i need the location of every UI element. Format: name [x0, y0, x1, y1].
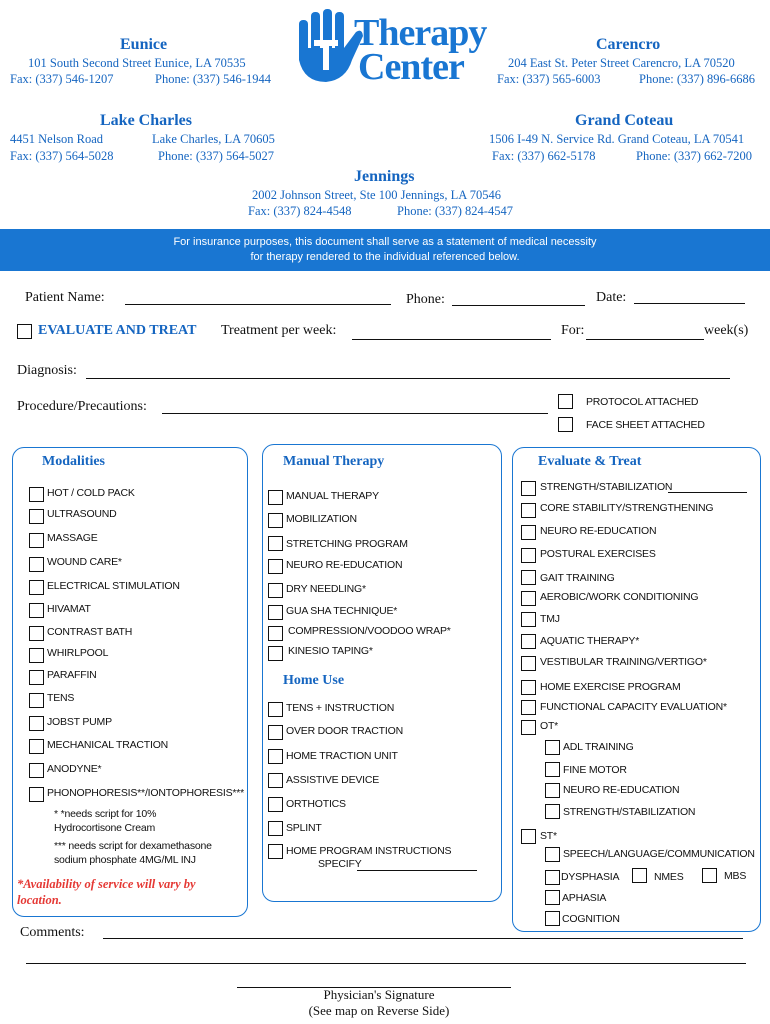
face-sheet-attached-label: FACE SHEET ATTACHED — [586, 419, 705, 431]
hot-cold-pack-checkbox[interactable] — [29, 487, 44, 502]
logo-text-therapy: Therapy — [354, 12, 487, 54]
adl-training-label: ADL TRAINING — [563, 741, 634, 753]
phonophoresis-iontophoresis-checkbox[interactable] — [29, 787, 44, 802]
date-field[interactable] — [634, 303, 745, 304]
splint-label: SPLINT — [286, 822, 322, 834]
contrast-bath-label: CONTRAST BATH — [47, 626, 133, 638]
vestibular-training-checkbox[interactable] — [521, 656, 536, 671]
banner-line-2: for therapy rendered to the individual referenced below. — [250, 251, 520, 263]
stretching-program-label: STRETCHING PROGRAM — [286, 538, 408, 550]
aquatic-therapy-label: AQUATIC THERAPY* — [540, 635, 640, 647]
tens-checkbox[interactable] — [29, 693, 44, 708]
date-label: Date: — [596, 290, 627, 305]
kinesio-taping-label: KINESIO TAPING* — [288, 645, 373, 657]
mobilization-checkbox[interactable] — [268, 513, 283, 528]
cognition-label: COGNITION — [562, 913, 620, 925]
ultrasound-label: ULTRASOUND — [47, 508, 117, 520]
patient-name-label: Patient Name: — [25, 290, 105, 305]
evaluate-and-treat-label: EVALUATE AND TREAT — [38, 323, 197, 338]
patient-name-field[interactable] — [125, 304, 391, 305]
aphasia-checkbox[interactable] — [545, 890, 560, 905]
location-eunice-name: Eunice — [120, 36, 168, 53]
anodyne-checkbox[interactable] — [29, 763, 44, 778]
diagnosis-field[interactable] — [86, 378, 730, 379]
availability-note-line-1: *Availability of service will vary by — [17, 877, 196, 891]
assistive-device-checkbox[interactable] — [268, 773, 283, 788]
location-eunice-fax: Fax: (337) 546-1207 — [10, 72, 114, 86]
protocol-attached-checkbox[interactable] — [558, 394, 573, 409]
aerobic-work-conditioning-checkbox[interactable] — [521, 591, 536, 606]
aerobic-work-conditioning-label: AEROBIC/WORK CONDITIONING — [540, 591, 699, 603]
strength-stabilization-field[interactable] — [668, 492, 747, 493]
location-lake-charles-city: Lake Charles, LA 70605 — [152, 132, 275, 146]
anodyne-label: ANODYNE* — [47, 763, 102, 775]
over-door-traction-checkbox[interactable] — [268, 725, 283, 740]
manual-therapy-title: Manual Therapy — [283, 454, 385, 469]
mechanical-traction-label: MECHANICAL TRACTION — [47, 739, 169, 751]
hydrocortisone-note-line-2: Hydrocortisone Cream — [54, 822, 156, 834]
ot-checkbox[interactable] — [521, 720, 536, 735]
location-jennings-name: Jennings — [354, 168, 415, 185]
home-traction-unit-label: HOME TRACTION UNIT — [286, 750, 398, 762]
availability-note-line-2: location. — [17, 893, 62, 907]
gua-sha-checkbox[interactable] — [268, 605, 283, 620]
compression-voodoo-wrap-checkbox[interactable] — [268, 626, 283, 641]
speech-language-communication-label: SPEECH/LANGUAGE/COMMUNICATION — [563, 848, 755, 860]
orthotics-label: ORTHOTICS — [286, 798, 346, 810]
ultrasound-checkbox[interactable] — [29, 509, 44, 524]
tens-instruction-label: TENS + INSTRUCTION — [286, 702, 395, 714]
location-lake-charles-fax: Fax: (337) 564-5028 — [10, 149, 114, 163]
gait-training-label: GAIT TRAINING — [540, 572, 615, 584]
st-checkbox[interactable] — [521, 829, 536, 844]
postural-exercises-checkbox[interactable] — [521, 548, 536, 563]
mobilization-label: MOBILIZATION — [286, 513, 357, 525]
for-label: For: — [561, 323, 585, 338]
manual-therapy-checkbox[interactable] — [268, 490, 283, 505]
dysphasia-label: DYSPHASIA — [561, 871, 620, 883]
specify-field[interactable] — [357, 870, 477, 871]
home-program-instructions-checkbox[interactable] — [268, 844, 283, 859]
medical-necessity-banner — [0, 229, 770, 271]
weeks-label: week(s) — [704, 323, 749, 338]
core-stability-label: CORE STABILITY/STRENGTHENING — [540, 502, 714, 514]
electrical-stimulation-checkbox[interactable] — [29, 580, 44, 595]
banner-line-1: For insurance purposes, this document shall serve as a statement of medical necessity — [173, 236, 597, 248]
st-label: ST* — [540, 830, 557, 842]
tmj-label: TMJ — [540, 613, 560, 625]
treatment-per-week-field[interactable] — [352, 339, 551, 340]
ot-strength-stabilization-checkbox[interactable] — [545, 804, 560, 819]
nmes-label: NMES — [654, 871, 684, 883]
neuro-reeducation-eval-label: NEURO RE-EDUCATION — [540, 525, 657, 537]
home-exercise-program-label: HOME EXERCISE PROGRAM — [540, 681, 681, 693]
face-sheet-attached-checkbox[interactable] — [558, 417, 573, 432]
logo — [296, 8, 492, 86]
home-traction-unit-checkbox[interactable] — [268, 749, 283, 764]
location-lake-charles-phone: Phone: (337) 564-5027 — [158, 149, 274, 163]
location-grand-coteau-fax: Fax: (337) 662-5178 — [492, 149, 596, 163]
over-door-traction-label: OVER DOOR TRACTION — [286, 725, 403, 737]
whirlpool-label: WHIRLPOOL — [47, 647, 109, 659]
hot-cold-pack-label: HOT / COLD PACK — [47, 487, 135, 499]
treatment-per-week-label: Treatment per week: — [221, 323, 337, 338]
paraffin-label: PARAFFIN — [47, 669, 97, 681]
neuro-reeducation-manual-label: NEURO RE-EDUCATION — [286, 559, 403, 571]
assistive-device-label: ASSISTIVE DEVICE — [286, 774, 380, 786]
ot-neuro-reeducation-checkbox[interactable] — [545, 783, 560, 798]
procedure-precautions-field[interactable] — [162, 413, 548, 414]
whirlpool-checkbox[interactable] — [29, 648, 44, 663]
protocol-attached-label: PROTOCOL ATTACHED — [586, 396, 699, 408]
tmj-checkbox[interactable] — [521, 612, 536, 627]
home-exercise-program-checkbox[interactable] — [521, 680, 536, 695]
hivamat-label: HIVAMAT — [47, 603, 91, 615]
gua-sha-label: GUA SHA TECHNIQUE* — [286, 605, 398, 617]
core-stability-checkbox[interactable] — [521, 503, 536, 518]
location-carencro-fax: Fax: (337) 565-6003 — [497, 72, 601, 86]
signature-block — [237, 987, 521, 1019]
location-lake-charles-name: Lake Charles — [100, 112, 192, 129]
home-use-title: Home Use — [283, 673, 345, 688]
modalities-title: Modalities — [42, 454, 105, 469]
stretching-program-checkbox[interactable] — [268, 536, 283, 551]
physician-signature-label: Physician's Signature — [323, 987, 435, 1002]
location-eunice-address: 101 South Second Street Eunice, LA 70535 — [28, 56, 246, 70]
location-jennings-fax: Fax: (337) 824-4548 — [248, 204, 352, 218]
vestibular-training-label: VESTIBULAR TRAINING/VERTIGO* — [540, 656, 707, 668]
hivamat-checkbox[interactable] — [29, 603, 44, 618]
hydrocortisone-note-line-1: * *needs script for 10% — [54, 808, 157, 820]
logo-text-center: Center — [358, 46, 464, 88]
dexamethasone-note-line-2: sodium phosphate 4MG/ML INJ — [54, 854, 196, 866]
dry-needling-checkbox[interactable] — [268, 583, 283, 598]
neuro-reeducation-eval-checkbox[interactable] — [521, 525, 536, 540]
location-jennings-phone: Phone: (337) 824-4547 — [397, 204, 513, 218]
location-carencro-address: 204 East St. Peter Street Carencro, LA 70520 — [508, 56, 735, 70]
diagnosis-label: Diagnosis: — [17, 363, 77, 378]
gait-training-checkbox[interactable] — [521, 570, 536, 585]
phone-field[interactable] — [452, 305, 585, 306]
aquatic-therapy-checkbox[interactable] — [521, 634, 536, 649]
fine-motor-checkbox[interactable] — [545, 762, 560, 777]
kinesio-taping-checkbox[interactable] — [268, 646, 283, 661]
wound-care-checkbox[interactable] — [29, 557, 44, 572]
cognition-checkbox[interactable] — [545, 911, 560, 926]
ot-label: OT* — [540, 720, 559, 732]
mechanical-traction-checkbox[interactable] — [29, 739, 44, 754]
aphasia-label: APHASIA — [562, 892, 607, 904]
ot-strength-stabilization-label: STRENGTH/STABILIZATION — [563, 806, 696, 818]
location-grand-coteau-address: 1506 I-49 N. Service Rd. Grand Coteau, LA 70541 — [489, 132, 745, 146]
comments-field-line-2[interactable] — [26, 963, 746, 964]
location-lake-charles-street: 4451 Nelson Road — [10, 132, 104, 146]
electrical-stimulation-label: ELECTRICAL STIMULATION — [47, 580, 180, 592]
specify-label: SPECIFY — [318, 858, 362, 870]
neuro-reeducation-manual-checkbox[interactable] — [268, 559, 283, 574]
jobst-pump-label: JOBST PUMP — [47, 716, 112, 728]
home-program-instructions-label: HOME PROGRAM INSTRUCTIONS — [286, 845, 452, 857]
evaluate-treat-title: Evaluate & Treat — [538, 454, 642, 469]
dry-needling-label: DRY NEEDLING* — [286, 583, 366, 595]
massage-label: MASSAGE — [47, 532, 98, 544]
dysphasia-checkbox[interactable] — [545, 870, 560, 885]
reverse-side-note: (See map on Reverse Side) — [308, 1003, 450, 1018]
massage-checkbox[interactable] — [29, 533, 44, 548]
functional-capacity-evaluation-label: FUNCTIONAL CAPACITY EVALUATION* — [540, 701, 727, 713]
phonophoresis-iontophoresis-label: PHONOPHORESIS**/IONTOPHORESIS*** — [47, 787, 245, 799]
compression-voodoo-wrap-label: COMPRESSION/VOODOO WRAP* — [288, 625, 451, 637]
manual-therapy-label: MANUAL THERAPY — [286, 490, 379, 502]
adl-training-checkbox[interactable] — [545, 740, 560, 755]
phone-label: Phone: — [406, 292, 445, 307]
location-grand-coteau-name: Grand Coteau — [575, 112, 674, 129]
tens-label: TENS — [47, 692, 75, 704]
strength-stabilization-label: STRENGTH/STABILIZATION — [540, 481, 673, 493]
ot-neuro-reeducation-label: NEURO RE-EDUCATION — [563, 784, 680, 796]
splint-checkbox[interactable] — [268, 821, 283, 836]
wound-care-label: WOUND CARE* — [47, 556, 122, 568]
availability-note — [17, 876, 196, 908]
contrast-bath-checkbox[interactable] — [29, 626, 44, 641]
paraffin-checkbox[interactable] — [29, 670, 44, 685]
location-grand-coteau-phone: Phone: (337) 662-7200 — [636, 149, 752, 163]
location-jennings-address: 2002 Johnson Street, Ste 100 Jennings, LA 70546 — [252, 188, 501, 202]
functional-capacity-evaluation-checkbox[interactable] — [521, 700, 536, 715]
evaluate-and-treat-checkbox[interactable] — [17, 324, 32, 339]
mbs-label: MBS — [724, 870, 747, 882]
for-weeks-field[interactable] — [586, 339, 704, 340]
orthotics-checkbox[interactable] — [268, 797, 283, 812]
location-carencro-phone: Phone: (337) 896-6686 — [639, 72, 755, 86]
speech-language-communication-checkbox[interactable] — [545, 847, 560, 862]
mbs-checkbox[interactable] — [702, 868, 717, 883]
comments-label: Comments: — [20, 925, 85, 940]
nmes-checkbox[interactable] — [632, 868, 647, 883]
postural-exercises-label: POSTURAL EXERCISES — [540, 548, 656, 560]
location-carencro-name: Carencro — [596, 36, 661, 53]
strength-stabilization-checkbox[interactable] — [521, 481, 536, 496]
comments-field-line-1[interactable] — [103, 938, 743, 939]
dexamethasone-note-line-1: *** needs script for dexamethasone — [54, 840, 212, 852]
location-eunice-phone: Phone: (337) 546-1944 — [155, 72, 271, 86]
jobst-pump-checkbox[interactable] — [29, 716, 44, 731]
fine-motor-label: FINE MOTOR — [563, 764, 627, 776]
procedure-precautions-label: Procedure/Precautions: — [17, 399, 147, 414]
tens-instruction-checkbox[interactable] — [268, 702, 283, 717]
